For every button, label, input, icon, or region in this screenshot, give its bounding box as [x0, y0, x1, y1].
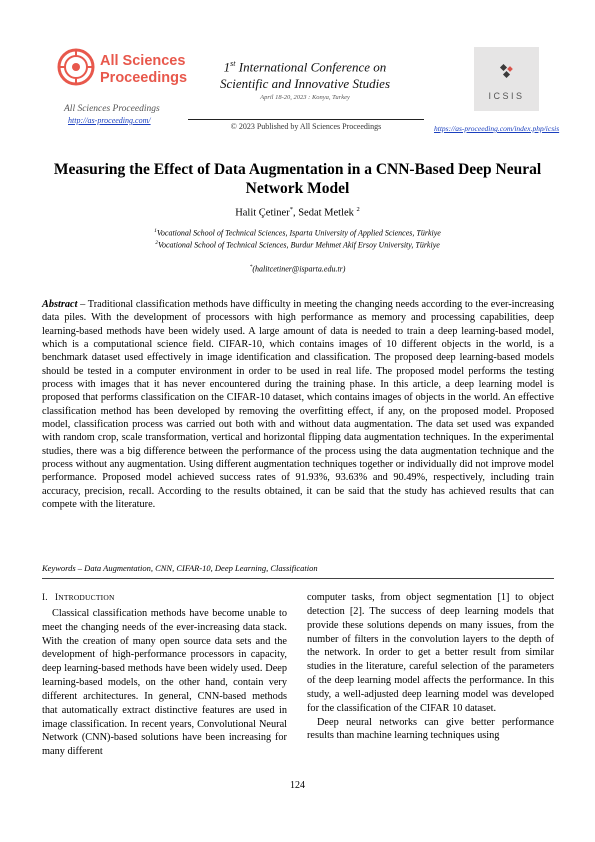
- author-line: [40, 206, 555, 219]
- affiliation-1: [40, 228, 555, 238]
- intro-paragraph-1-continued: computer tasks, from object segmentation [1] to object detection [2]. The success of deep learning models that provide these solutions depends on many issues, from the number of filters in the convolution layers to the depth of the network. In order to get a better result from similar studies in the literature, careful selection of the parameters of the deep learning model affects the performance. In this study, a well-adjusted deep learning model was developed for the classification of the CIFAR 10 dataset.: [307, 592, 554, 714]
- left-column: [42, 591, 287, 759]
- logo-line1: All Sciences: [100, 53, 186, 69]
- affiliation-2: [40, 240, 555, 250]
- conference-ordinal: 1: [223, 59, 231, 75]
- affiliation-1-mark: 1: [154, 228, 157, 234]
- conference-date: April 18-20, 2023 : Konya, Turkey: [260, 94, 350, 101]
- icsis-link[interactable]: https://as-proceeding.com/index.php/icsis: [434, 124, 560, 133]
- section-first-letter: I: [55, 592, 59, 602]
- publisher-name: All Sciences Proceedings: [64, 104, 160, 114]
- email-text: (halitcetiner@isparta.edu.tr): [252, 264, 346, 274]
- publisher-link[interactable]: http://as-proceeding.com/: [68, 116, 151, 125]
- keywords: Keywords – Data Augmentation, CNN, CIFAR-10, Deep Learning, Classification: [42, 563, 318, 573]
- header-divider: [188, 119, 424, 120]
- conference-title: [190, 55, 420, 92]
- intro-paragraph-2: Deep neural networks can give better performance results than machine learning techniques using: [307, 716, 554, 742]
- author-2: , Sedat Metlek: [292, 207, 354, 219]
- author-1-mark: *: [289, 206, 293, 213]
- section-title-rest: NTRODUCTION: [58, 593, 115, 602]
- section-number: I.: [42, 592, 48, 602]
- corresponding-email: [40, 264, 555, 274]
- conference-line2: Scientific and Innovative Studies: [219, 76, 391, 92]
- conference-line1: International Conference on: [235, 59, 387, 75]
- keywords-divider: [42, 578, 554, 579]
- email-mark: *: [249, 264, 253, 270]
- intro-paragraph-1: Classical classification methods have become unable to meet the changing needs of the ever-increasing data stack. With the creation of many open source data sets and the development of high-performance processors in capacity, deep learning-based methods have been widely used. Deep learning-based models, on the other hand, contain very different architectures. In general, CNN-based methods that automatically extract distinctive features are used in image classification. In recent years, Convolutional Neural Network (CNN)-based solutions have been increasing for many different: [42, 607, 287, 758]
- author-1: Halit Çetiner: [235, 207, 290, 219]
- affiliation-2-mark: 2: [155, 240, 158, 246]
- all-sciences-logo-icon: [56, 47, 96, 87]
- author-2-mark: 2: [356, 206, 360, 213]
- icsis-label: ICSIS: [488, 91, 525, 101]
- icsis-logo: [474, 47, 539, 111]
- section-heading-introduction: [42, 591, 287, 605]
- affiliation-2-text: Vocational School of Technical Sciences, Burdur Mehmet Akif Ersoy University, Türkiye: [157, 240, 440, 250]
- logo-line2: Proceedings: [100, 70, 188, 86]
- conference-ordinal-sup: st: [230, 59, 236, 68]
- page-number: 124: [290, 780, 305, 791]
- right-column: [307, 591, 554, 743]
- abstract: [42, 298, 554, 512]
- paper-title: Measuring the Effect of Data Augmentation in a CNN-Based Deep Neural Network Model: [53, 161, 542, 197]
- abstract-label: Abstract: [42, 299, 78, 310]
- logo-wordmark: [100, 53, 187, 87]
- abstract-text: – Traditional classification methods have difficulty in meeting the changing needs according to the ever-increasing data piles. With the development of processors with high performance as memory and processing capabilities, deep learning-based methods have been widely used. A large amount of data is needed to train a deep learning-based model, which is a computational science field. CIFAR-10, which contains images of 10 different objects in the world, is a benchmark dataset used effectively in image identification and classification. The proposed deep learning-based models should be tested in a computer environment in order to be used in real life. The proposed model performs the testing process with images that it has never encountered during the training phase. In this article, a deep learning model is proposed that performs classification on the CIFAR-10 dataset, which contains images of objects in the world. An effective classification method has been developed by removing the overfitting effect, if any, on the proposed model. Proposed model, classification process was carried out both with and without data augmentation. The data set used was expanded with random crop, scale transformation, vertical and horizontal flipping data augmentation techniques. In the experimental studies, there was a big difference between the performance of the process using the data augmentation technique and the process without any augmentation. Using different augmentation techniques together or individually did not improve model performance. Proposed model achieved success rates of 91.93%, 93.63% and 90.49%, respectively, including train accuracy, precision, recall. According to the results obtained, it can be said that the study has achieved results that can compete with the literature.: [42, 299, 554, 511]
- icsis-emblem-icon: [499, 63, 515, 79]
- affiliation-1-text: Vocational School of Technical Sciences, Isparta University of Applied Sciences, Türkiye: [156, 228, 441, 238]
- copyright-notice: © 2023 Published by All Sciences Proceedings: [230, 122, 382, 131]
